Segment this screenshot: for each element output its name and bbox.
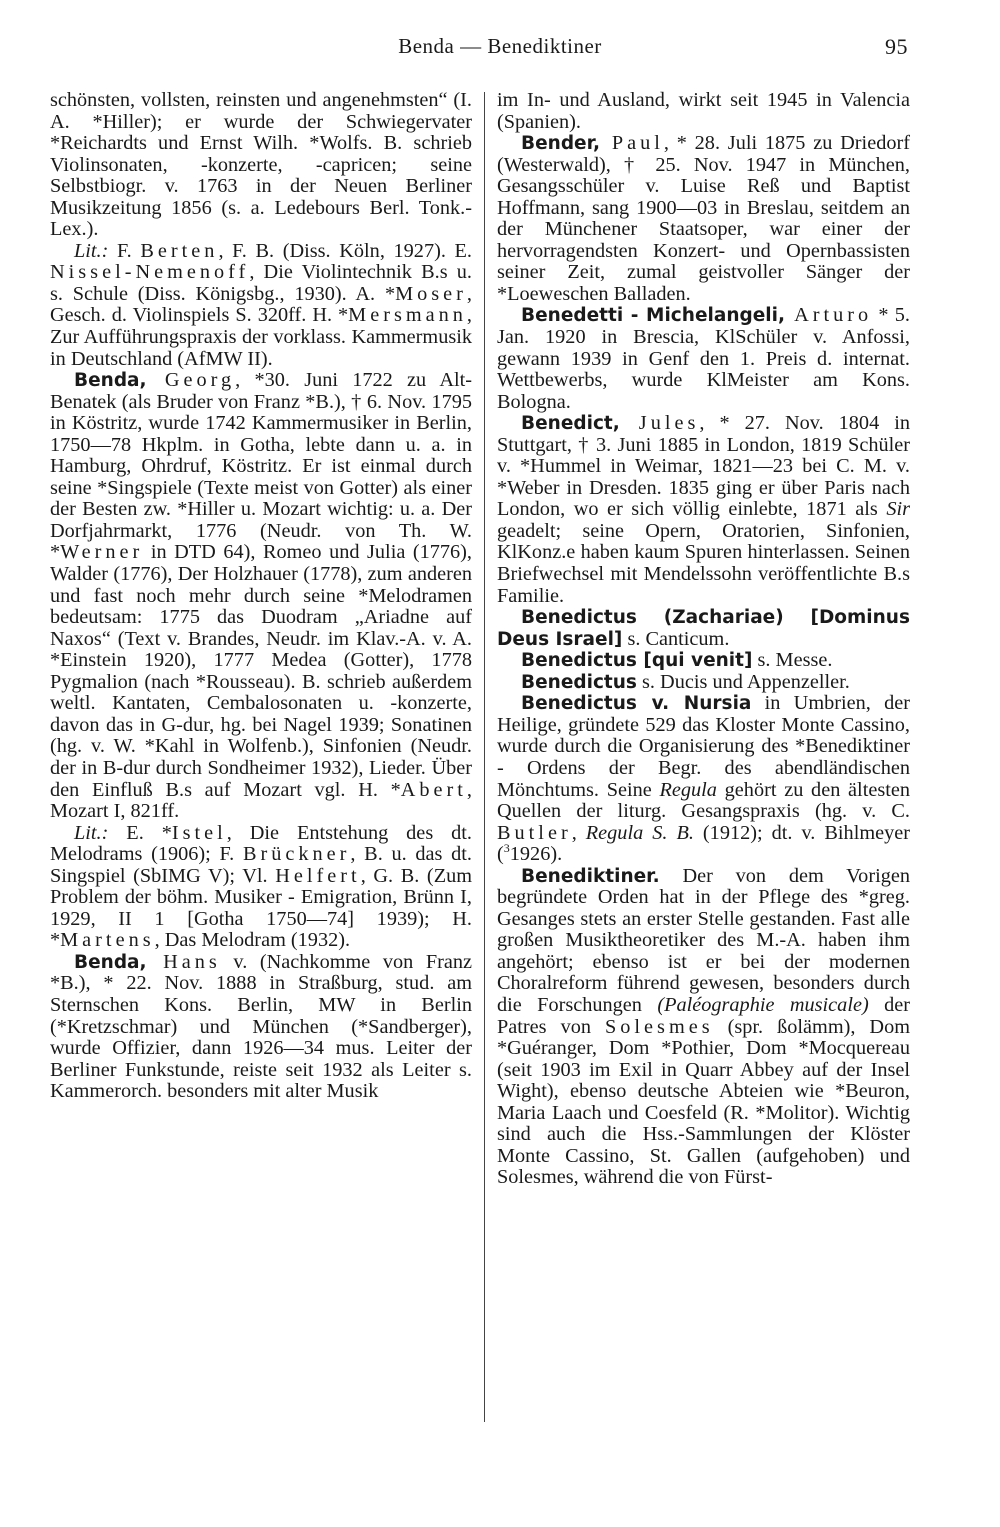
text: , Mozart I, 821ff. [50, 778, 472, 823]
author-name: Solesmes [605, 1015, 714, 1038]
paragraph-hans-continued [497, 90, 910, 133]
edition-superscript: 3 [503, 841, 510, 856]
author-name: Istel [171, 821, 227, 844]
header-title: Benda — Benediktiner [398, 34, 602, 58]
text: , B. u. das dt. Singspiel (SbIMG V); Vl. [50, 843, 473, 887]
entry-headword: Benedictus (Zachariae) [Dominus Deus Israel] [497, 607, 910, 650]
text: F. [108, 239, 141, 262]
page-number: 95 [885, 34, 908, 59]
paragraph-berten-continued [50, 90, 472, 241]
entry-headword: Benedictus [521, 671, 637, 693]
lit-label: Lit.: [74, 821, 109, 844]
text: in Umbrien, der Heilige, gründete 529 das Kloster Monte Cassino, wurde durch die Organisierung des *Benediktiner - Ordens der Begr. des abendländischen Mönchtums. Seine [497, 692, 910, 801]
text: , *30. Juni 1722 zu Alt-Benatek (als Bruder von Franz *B.), † 6. Nov. 1795 in Köstritz, wurde 1742 Kammermusiker in Berlin, 1750—78 Hkplm. in Gotha, lebte dann u. a. in Hamburg, Ohrdruf, Köstritz. Er ist einmal durch seine *Singspiele (Texte meist von Gotter) als einer der Besten zw. *Hiller u. Mozart wichtig: u. a. Der Dorfjahrmarkt, 1776 (Neudr. von Th. W. * [50, 369, 472, 564]
text: Der von dem Vorigen begründete Orden hat in der Pflege des *greg. Gesanges stets an erster Stelle gestanden. Fast alle großen Musiktheoretiker des M.-A. haben ihm angehört; ebenso ist er bei der modernen Choralreform führend gewesen, besonders durch die Forschungen [497, 864, 910, 1016]
text: , Gesch. d. Violinspiels S. 320ff. H. * [50, 282, 472, 327]
entry-headword: Benediktiner. [521, 865, 660, 887]
text: * 5. Jan. 1920 in Brescia, KlSchüler v. Anfossi, gewann 1939 in Genf den 1. Preis d. internat. Wettbewerbs, wurde KlMeister am Kons. Bologna. [497, 304, 910, 413]
author-name: Werner [60, 541, 144, 564]
entry-headword: Benedictus v. Nursia [521, 693, 752, 715]
entry-bender-paul [497, 133, 910, 305]
entry-benedictus-zachariae [497, 607, 910, 650]
text: E. * [108, 821, 172, 844]
italic-word: (Paléographie musicale) [657, 993, 869, 1016]
text: s. Ducis und Appenzeller. [636, 670, 850, 693]
right-column [497, 90, 910, 1189]
text: geadelt; seine Opern, Oratorien, Sinfonien, KlKonz.e haben kaum Spuren hinterlassen. Seinen Briefwechsel mit Mendelssohn veröffentlichte B.s Familie. [497, 519, 910, 607]
text: , Das Melodram (1932). [154, 929, 351, 952]
text: v. (Nachkomme von Franz *B.), * 22. Nov. 1888 in Straßburg, stud. am Sternschen Kons. Berlin, MW in Berlin (*Kretzschmar) und München (*Sandberger), wurde Offizier, dann 1926—34 mus. Leiter der Berliner Funkstunde, reiste seit 1932 als Leiter s. Kammerorch. besonders mit alter Musik [50, 950, 472, 1103]
entry-benda-hans [50, 952, 472, 1103]
entry-benedict-jules [497, 413, 910, 607]
text: (spr. ßolämm), Dom *Guéranger, Dom *Pothier, Dom *Mocquereau (seit 1903 im Exil in Quarr Abbey auf der Insel Wight), ebenso deutsche Abteien wie *Beuron, Maria Laach und Coesfeld (R. *Molitor). Wichtig sind auch die Hss.-Sammlungen der Klöster Monte Cassino, St. Gallen (aufgehoben) und Solesmes, während die von Fürst- [497, 1015, 910, 1189]
author-name: Butler [497, 821, 572, 844]
entry-benda-georg [50, 370, 472, 822]
text: , * 28. Juli 1875 zu Driedorf (Westerwald), † 25. Nov. 1947 in München, Gesangsschüler v. Luise Reß und Baptist Hoffmann, sang 1900—03 in Breslau, seitdem an der Münchener Staatsoper, war einer der hervorragendsten Konzert- und Opernbassisten seiner Zeit, zumal geistvoller Sänger der *Loeweschen Balladen. [497, 132, 910, 305]
author-name: Nissel-Nemenoff [50, 261, 250, 284]
given-name: Georg [146, 369, 236, 392]
running-header [0, 30, 1000, 70]
text: s. Messe. [752, 649, 833, 672]
text: , Die Violintechnik B.s u. s. Schule (Diss. Königsbg., 1930). A. * [50, 261, 472, 305]
text: , Die Entstehung des dt. Melodrams (1906); F. [50, 821, 472, 866]
author-name: Mersmann [348, 304, 467, 327]
entry-headword: Bender, [521, 133, 601, 155]
text: , * 27. Nov. 1804 in Stuttgart, † 3. Juni 1885 in London, 1819 Schüler v. *Hummel in Weimar, 1821—23 bei C. M. v. *Weber in Dresden. 1835 ging er über Paris nach London, wo er sich völlig einlebte, 1871 als [497, 412, 910, 521]
text: in DTD 64), Romeo und Julia (1776), Walder (1776), Der Holzhauer (1778), zum anderen und fast noch mehr durch seine *Melodramen bedeutsam: 1775 das Duodram „Ariadne auf Naxos“ (Text v. Brandes, Neudr. im Klav.-A. v. A. *Einstein 1920), 1777 Medea (Gotter), 1778 Pygmalion (nach *Rousseau). B. schrieb außerdem weltl. Kantaten, Cembalosonaten u. -konzerte, davon das in G-dur, hg. bei Nagel 1939; Sonatinen (hg. v. W. *Kahl in Wolfenb.), Sinfonien (Neudr. der in B-dur durch Sondheimer 1932), Lieder. Über den Einfluß B.s auf Mozart vgl. H. * [50, 541, 472, 801]
left-column [50, 90, 472, 1103]
entry-benedictus-ducis [497, 672, 910, 694]
text: der Patres von [497, 993, 910, 1038]
italic-word: Regula [659, 778, 717, 801]
entry-benediktiner [497, 866, 910, 1189]
text: schönsten, vollsten, reinsten und angenehmsten“ (I. A. *Hiller); er wurde der Schwiegervater *Reichardts und Ernst Wilh. *Wolfs. B. schrieb Violinsonaten, -konzerte, -capricen; seine Selbstbiogr. v. 1763 in der Neuen Berliner Musikzeitung 1856 (s. a. Ledebours Berl. Tonk.-Lex.). [50, 89, 472, 241]
entry-benedictus-qui-venit [497, 650, 910, 672]
author-name: Moser [395, 282, 467, 305]
author-name: Berten [140, 239, 219, 262]
entry-headword: Benda, [74, 951, 147, 973]
text: s. Canticum. [622, 627, 730, 650]
text: , Zur Aufführungspraxis der vorklass. Kammermusik in Deutschland (AfMW II). [50, 304, 472, 370]
author-name: Martens [60, 929, 155, 952]
text: im In- und Ausland, wirkt seit 1945 in Valencia (Spanien). [497, 89, 910, 133]
italic-word: Sir [886, 498, 910, 521]
entry-headword: Benedict, [521, 413, 620, 435]
text: 1926). [509, 843, 563, 866]
text: , F. B. (Diss. Köln, 1927). E. [218, 239, 472, 262]
text: gehört zu den ältesten Quellen der liturg. Gesangspraxis (hg. v. C. [497, 778, 911, 823]
text: , [571, 821, 586, 844]
entry-headword: Benda, [74, 370, 147, 392]
author-name: Abert [400, 778, 467, 801]
entry-benedetti-michelangeli [497, 305, 910, 413]
paragraph-literature-2 [50, 823, 472, 952]
entry-benedictus-nursia [497, 693, 910, 865]
author-name: Helfert [275, 864, 361, 887]
text: , G. B. (Zum Problem der böhm. Musiker - Emigration, Brünn I, 1929, II 1 [Gotha 1750—74] 1939); H. * [50, 864, 472, 952]
author-name: Brückner [242, 843, 351, 866]
paragraph-literature-1 [50, 241, 472, 370]
given-name: Arturo [785, 304, 873, 327]
entry-headword: Benedetti - Michelangeli, [521, 305, 785, 327]
given-name: Paul [600, 132, 664, 155]
given-name: Hans [146, 950, 221, 973]
given-name: Jules [619, 412, 700, 435]
column-divider [484, 92, 485, 1422]
entry-headword: Benedictus [qui venit] [521, 650, 753, 672]
lit-label: Lit.: [74, 239, 109, 262]
italic-word: Regula S. B. [585, 821, 694, 844]
text: (1912); dt. v. Bihlmeyer ( [497, 821, 910, 866]
